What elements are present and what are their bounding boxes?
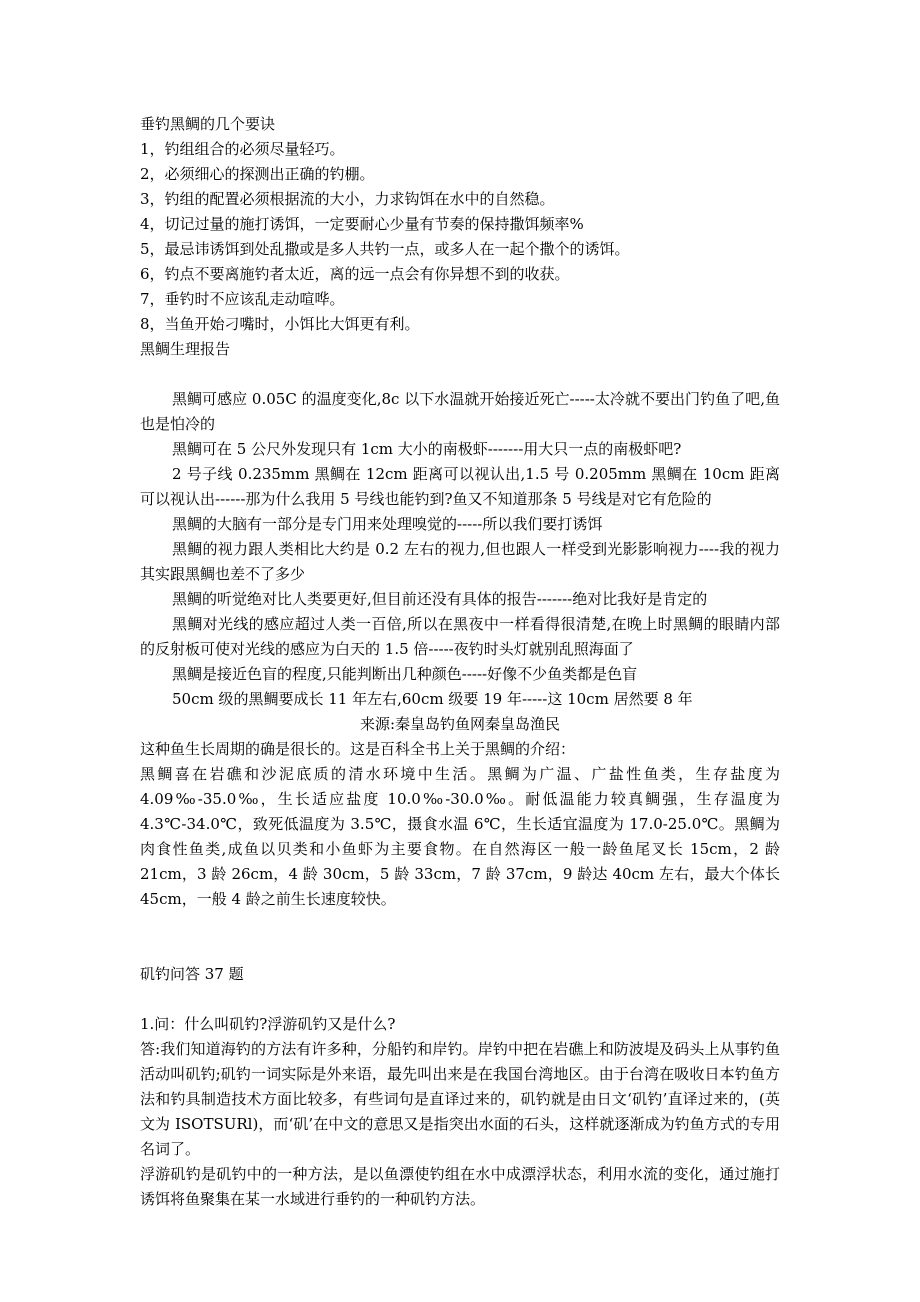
tip-item: 2，必须细心的探测出正确的钓棚。: [140, 165, 375, 183]
question-1: 1.问：什么叫矶钓?浮游矶钓又是什么?: [140, 1015, 396, 1033]
report-paragraph: 50cm 级的黑鲷要成长 11 年左右,60cm 级要 19 年-----这 10cm 居然要 8 年: [172, 690, 693, 708]
spacer: [140, 362, 780, 387]
section-title-report: 黑鲷生理报告: [140, 340, 231, 358]
report-paragraph: 2 号子线 0.235mm 黑鲷在 12cm 距离可以视认出,1.5 号 0.205mm 黑鲷在 10cm 距离可以视认出------那为什么我用 5 号线也能钓到?鱼又不知道那条 5 号线是对它有危险的: [140, 465, 780, 508]
spacer: [140, 912, 780, 962]
encyclopedia-paragraph: 黑鲷喜在岩礁和沙泥底质的清水环境中生活。黑鲷为广温、广盐性鱼类，生存盐度为 4.09‰-35.0‰，生长适应盐度 10.0‰-30.0‰。耐低温能力较真鲷强，生存温度为 4.3℃-34.0℃，致死低温度为 3.5℃，摄食水温 6℃，生长适宜温度为 17.0-25.0℃。黑鲷为肉食性鱼类,成鱼以贝类和小鱼虾为主要食物。在自然海区一般一龄鱼尾叉长 15cm，2 龄 21cm，3 龄 26cm，4 龄 30cm，5 龄 33cm，7 龄 37cm，9 龄达 40cm 左右，最大个体长 45cm，一般 4 龄之前生长速度较快。: [140, 765, 780, 908]
source-line: 来源:秦皇岛钓鱼网秦皇岛渔民: [359, 715, 561, 733]
growth-note: 这种鱼生长周期的确是很长的。这是百科全书上关于黑鲷的介绍：: [140, 740, 576, 758]
report-paragraph: 黑鲷对光线的感应超过人类一百倍,所以在黑夜中一样看得很清楚,在晚上时黑鲷的眼睛内部的反射板可使对光线的感应为白天的 1.5 倍-----夜钓时头灯就别乱照海面了: [140, 615, 780, 658]
report-paragraph: 黑鲷的视力跟人类相比大约是 0.2 左右的视力,但也跟人一样受到光影影响视力----我的视力其实跟黑鲷也差不了多少: [140, 540, 780, 583]
report-paragraph: 黑鲷的听觉绝对比人类要更好,但目前还没有具体的报告-------绝对比我好是肯定的: [172, 590, 708, 608]
report-paragraph: 黑鲷可感应 0.05C 的温度变化,8c 以下水温就开始接近死亡-----太冷就不要出门钓鱼了吧,鱼也是怕冷的: [140, 390, 780, 433]
document-body: [140, 112, 780, 1212]
report-paragraph: 黑鲷的大脑有一部分是专门用来处理嗅觉的-----所以我们要打诱饵: [172, 515, 603, 533]
section-title-qa: 矶钓问答 37 题: [140, 965, 244, 983]
tip-item: 8，当鱼开始刁嘴时，小饵比大饵更有利。: [140, 315, 420, 333]
answer-1-continued: 浮游矶钓是矶钓中的一种方法，是以鱼漂使钓组在水中成漂浮状态，利用水流的变化，通过施打诱饵将鱼聚集在某一水域进行垂钓的一种矶钓方法。: [140, 1165, 780, 1208]
tip-item: 7，垂钓时不应该乱走动喧哗。: [140, 290, 345, 308]
tip-item: 3，钓组的配置必须根据流的大小，力求钩饵在水中的自然稳。: [140, 190, 555, 208]
report-paragraph: 黑鲷可在 5 公尺外发现只有 1cm 大小的南极虾-------用大只一点的南极虾吧?: [172, 440, 682, 458]
tip-item: 5，最忌讳诱饵到处乱撒或是多人共钓一点，或多人在一起个撒个的诱饵。: [140, 240, 630, 258]
spacer: [140, 987, 780, 1012]
tip-item: 6，钓点不要离施钓者太近，离的远一点会有你异想不到的收获。: [140, 265, 570, 283]
tip-item: 4，切记过量的施打诱饵，一定要耐心少量有节奏的保持撒饵频率%: [140, 215, 584, 233]
section-title-tips: 垂钓黑鲷的几个要诀: [140, 115, 276, 133]
report-paragraph: 黑鲷是接近色盲的程度,只能判断出几种颜色-----好像不少鱼类都是色盲: [172, 665, 638, 683]
answer-1: 答:我们知道海钓的方法有许多种，分船钓和岸钓。岸钓中把在岩礁上和防波堤及码头上从事钓鱼活动叫矶钓;矶钓一词实际是外来语，最先叫出来是在我国台湾地区。由于台湾在吸收日本钓鱼方法和钓具制造技术方面比较多，有些词句是直译过来的，矶钓就是由日文‘矶钓’直译过来的，(英文为 ISOTSURl)，而‘矶’在中文的意思又是指突出水面的石头，这样就逐渐成为钓鱼方式的专用名词了。: [140, 1040, 780, 1158]
tip-item: 1，钓组组合的必须尽量轻巧。: [140, 140, 345, 158]
